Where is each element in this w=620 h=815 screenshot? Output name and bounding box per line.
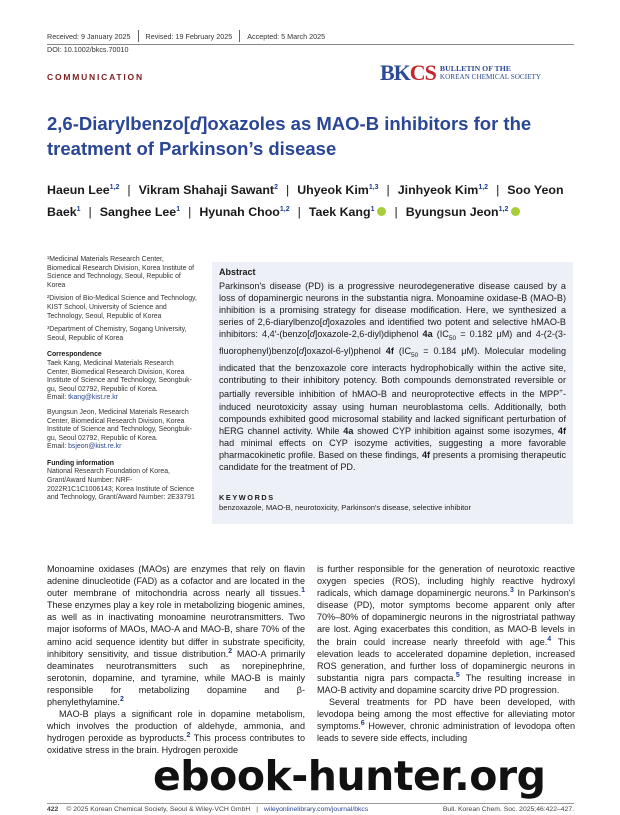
author-separator: | — [127, 183, 131, 197]
affiliation-marker: 1,2 — [498, 205, 509, 213]
author-separator: | — [297, 204, 301, 219]
footer-divider — [47, 803, 574, 804]
copyright: © 2025 Korean Chemical Society, Seoul & Wiley-VCH GmbH — [66, 806, 251, 813]
keywords-heading: KEYWORDS — [219, 493, 275, 502]
affiliation-marker: 2 — [274, 183, 278, 191]
abstract-text: Parkinson's disease (PD) is a progressive neurodegenerative disease caused by a loss of dopaminergic neurons in the substantia nigra. Monoamine oxidase-B (MAO-B) inhibition is a promising strategy for disease modification. Here, we synthesized a series of 2,6-diarylbenzo[d]oxazoles and identified two potent and selective hMAO-B inhibitors: 4,4′-(benzo[d]oxazole-2,6-diyl)diphenol 4a ($IC_{50} = 0.182$ μM) and 4-(2-(3-fluorophenyl)benzo[d]oxazol-6-yl)phenol 4f ($IC_{50} = 0.184$ μM). Molecular modeling indicated that the benzoxazole core interacts hydrophobically within the active site, contributing to their inhibitory potency. Both compounds demonstrated reversible or partially reversible inhibition of hMAO-B and neuroprotective effects in the MPP+-induced neurotoxicity assay using human neuroblastoma cells. Additionally, both compounds exhibited good microsomal stability and lacked significant perturbation of hERG channel activity. While 4a showed CYP inhibition against some isozymes, 4f had minimal effects on CYP isozyme activities, suggesting a more favorable pharmacokinetic profile. Based on these findings, 4f presents a promising therapeutic candidate for the treatment of PD. — [219, 281, 567, 472]
received-date: Received: 9 January 2025 — [47, 31, 131, 41]
author-list — [47, 180, 567, 223]
affiliation-3: ³Department of Chemistry, Sogang University, Seoul, Republic of Korea — [47, 326, 187, 342]
funding-text: National Research Foundation of Korea, Grant/Award Number: NRF-2022R1C1C1006143; Korea Institute of Science and Technology, Grant/Award Number: 2E33791 — [47, 468, 195, 502]
correspondence-heading: Correspondence — [47, 351, 102, 359]
author[interactable] — [406, 205, 521, 219]
affiliation-marker: 1,2 — [478, 183, 489, 191]
journal-logo-mark: BKCS — [380, 60, 436, 85]
journal-logo — [380, 60, 541, 86]
author-name: Hyunah Choo — [199, 204, 280, 219]
author[interactable] — [297, 183, 378, 197]
correspondence-1: Taek Kang, Medicinal Materials Research Center, Biomedical Research Division, Korea Institute of Science and Technology, Seongbuk-gu, Seoul 02792, Republic of Korea. Email: tkang@kist.re.kr — [47, 359, 192, 402]
author-separator: | — [394, 204, 398, 219]
affiliation-marker: 1,3 — [368, 183, 379, 191]
author[interactable] — [398, 183, 488, 197]
author-name: Soo Yeon Baek — [47, 183, 564, 219]
funding-heading: Funding information — [47, 459, 114, 467]
author-separator: | — [496, 183, 500, 197]
author[interactable] — [100, 205, 180, 219]
accepted-date: Accepted: 5 March 2025 — [247, 31, 326, 41]
author[interactable] — [47, 183, 119, 197]
citation: Bull. Korean Chem. Soc. 2025;46:422–427. — [442, 806, 574, 813]
body-column-right — [317, 563, 575, 744]
author-name: Uhyeok Kim — [297, 183, 369, 197]
author[interactable] — [309, 205, 387, 219]
author-separator: | — [285, 183, 290, 197]
paragraph: Monoamine oxidases (MAOs) are enzymes that rely on flavin adenine dinucleotide (FAD) as a cofactor and are located in the outer membrane of mitochondria across nearly all tissues.$^1$ These enzymes play a key role in metabolizing biogenic amines, as well as in inactivating monoamine neurotransmitters. Two major isoforms of MAOs, MAO-A and MAO-B, share 70% of the amino acid sequence identity but differ in substrate specificity, inhibitory sensitivity, and tissue distribution.$^2$ MAO-A primarily deaminates neurotransmitters such as norepinephrine, serotonin, dopamine, and tyramine, while MAO-B is mainly responsible for metabolizing dopamine and β-phenylethylamine.$^2$ — [47, 564, 305, 708]
journal-name-line1: BULLETIN OF THE — [439, 64, 511, 73]
affiliation-marker: 1 — [176, 205, 181, 213]
affiliation-2: ²Division of Bio-Medical Science and Technology, KIST School, University of Science and Technology, Seoul, Republic of Korea — [47, 295, 197, 320]
author-name: Taek Kang — [308, 204, 371, 219]
page-number: 422 — [47, 806, 59, 813]
author-name: Jinhyeok Kim — [397, 183, 479, 197]
watermark: ebook-hunter.org — [153, 752, 546, 800]
author-name: Sanghee Lee — [99, 204, 177, 219]
author[interactable] — [199, 205, 289, 219]
section-label: COMMUNICATION — [47, 72, 144, 82]
article-info-column — [47, 256, 197, 509]
email-link[interactable]: bsjeon@kist.re.kr — [68, 443, 122, 451]
author-name: Vikram Shahaji Sawant — [138, 183, 275, 197]
author-name: Haeun Lee — [47, 183, 110, 197]
paragraph: MAO-B plays a significant role in dopamine metabolism, which involves the production of aldehyde, ammonia, and hydrogen peroxide as byproducts.$^2$ This process contributes to oxidative stress in the brain. Hydrogen peroxide — [47, 709, 305, 756]
affiliation-marker: 1,2 — [279, 205, 290, 213]
revised-date: Revised: 19 February 2025 — [145, 31, 233, 41]
keywords: benzoxazole, MAO-B, neurotoxicity, Parkinson's disease, selective inhibitor — [219, 503, 472, 512]
article-dates — [47, 30, 325, 42]
author-separator: | — [188, 204, 192, 219]
affiliation-marker: 1 — [370, 205, 375, 213]
body-column-left — [47, 563, 305, 757]
affiliation-1: ¹Medicinal Materials Research Center, Biomedical Research Division, Korea Institute of Science and Technology, Seoul, Republic of Korea — [47, 256, 195, 289]
author-name: Byungsun Jeon — [405, 204, 499, 219]
orcid-icon[interactable] — [511, 207, 520, 216]
author[interactable] — [139, 183, 278, 197]
paragraph: is further responsible for the generation of neurotoxic reactive oxygen species (ROS), including highly reactive hydroxyl radicals, which damage dopaminergic neurons.$^3$ In Parkinson's disease (PD), motor symptoms become apparent only after 70%–80% of dopaminergic neurons in the nigrostriatal pathway are lost. Aging exacerbates this condition, as MAO-B levels in the brain could increase nearly threefold with age.$^4$ This elevation leads to accelerated dopamine depletion, increased ROS generation, and further loss of dopaminergic neurons in substantia nigra pars compacta.$^5$ The resulting increase in MAO-B activity and dopamine scarcity drive PD progression. — [317, 564, 576, 695]
correspondence-2: Byungsun Jeon, Medicinal Materials Research Center, Biomedical Research Division, Korea Institute of Science and Technology, Seongbuk-gu, Seoul 02792, Republic of Korea. Email: bsjeon@kist.re.kr — [47, 408, 192, 451]
affiliation-marker: 1,2 — [109, 183, 120, 191]
page-footer: 422 © 2025 Korean Chemical Society, Seoul & Wiley-VCH GmbH | wileyonlinelibrary.com/journal/bkcs Bull. Korean Chem. Soc. 2025;46:422–427. — [47, 806, 574, 813]
journal-link[interactable]: wileyonlinelibrary.com/journal/bkcs — [264, 806, 369, 813]
author-separator: | — [88, 204, 92, 219]
paragraph: Several treatments for PD have been developed, with levodopa being among the most effective for alleviating motor symptoms.$^6$ However, chronic administration of levodopa often leads to severe side effects, including — [317, 697, 575, 744]
email-link[interactable]: tkang@kist.re.kr — [68, 394, 118, 402]
abstract-heading: Abstract — [219, 267, 256, 277]
article-title: 2,6-Diarylbenzo[d]oxazoles as MAO-B inhibitors for the treatment of Parkinson’s disease — [47, 113, 532, 159]
journal-name-line2: KOREAN CHEMICAL SOCIETY — [439, 73, 542, 81]
doi[interactable]: DOI: 10.1002/bkcs.70010 — [47, 45, 129, 54]
affiliation-marker: 1 — [76, 205, 81, 213]
orcid-icon[interactable] — [377, 207, 386, 216]
author-separator: | — [386, 183, 390, 197]
